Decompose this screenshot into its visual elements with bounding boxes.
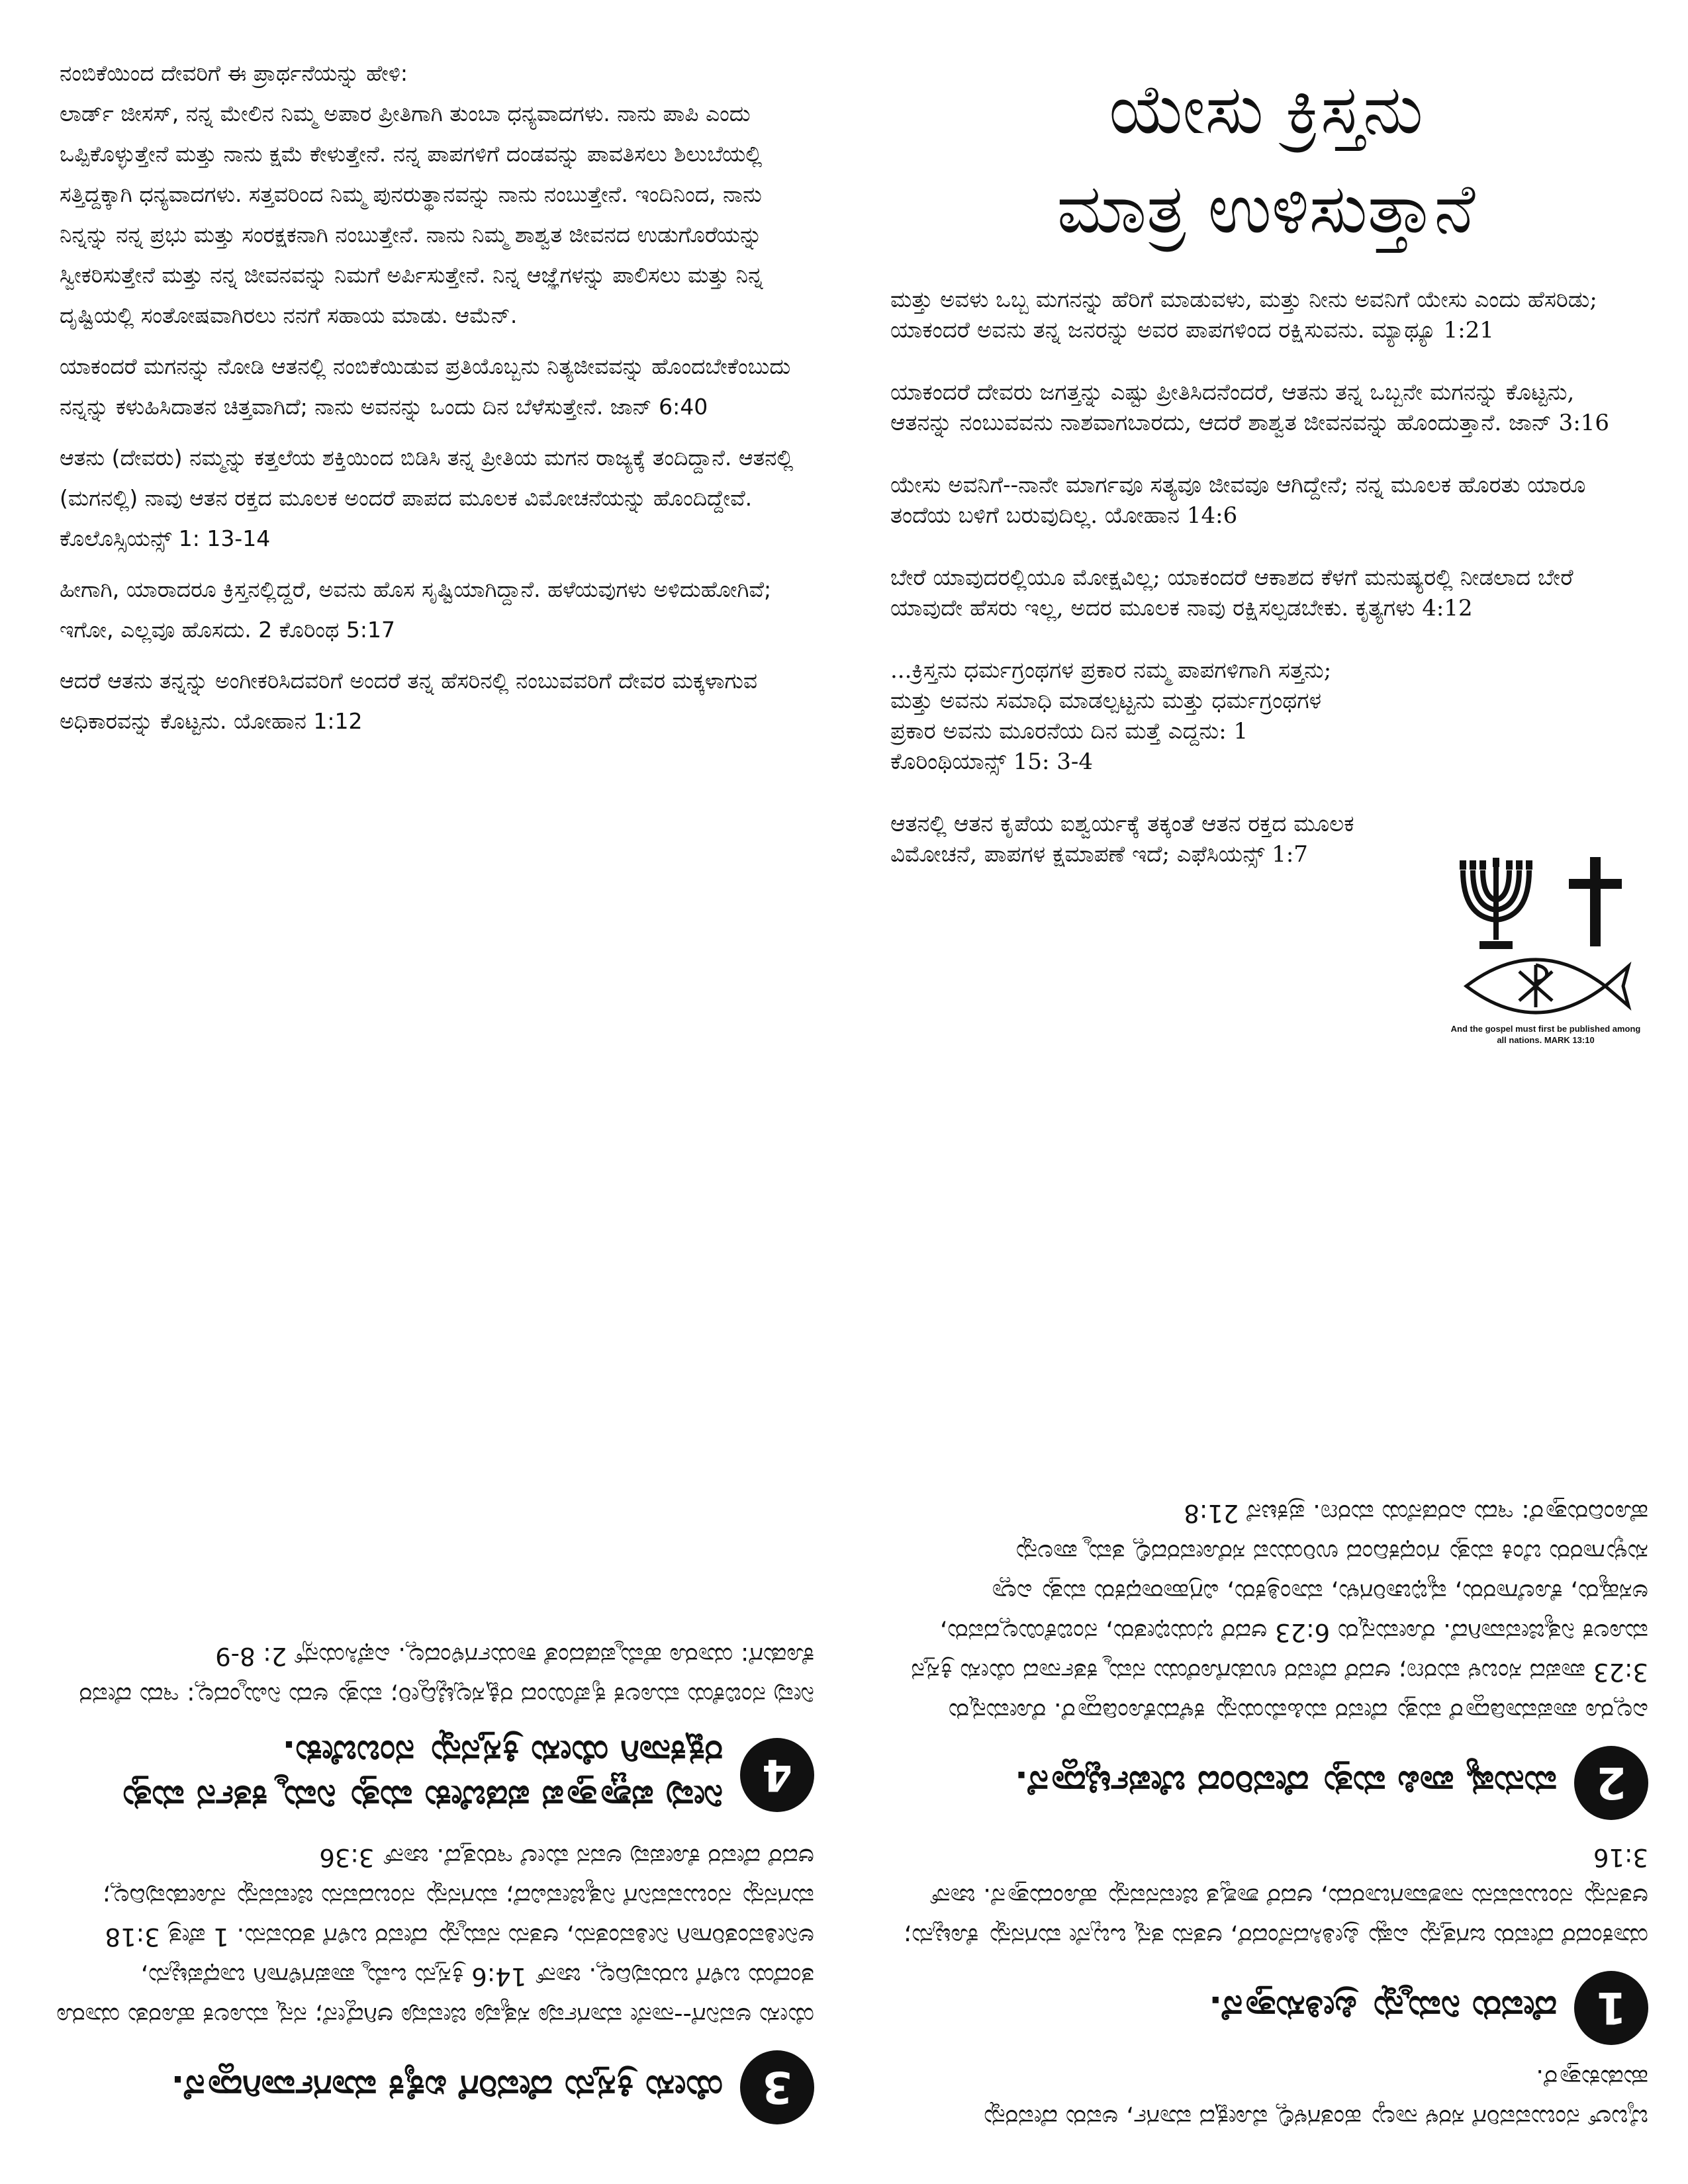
title-line-2: ಮಾತ್ರ ಉಳಿಸುತ್ತಾನೆ [1056,168,1476,249]
verse-acts-4-12: ಬೇರೆ ಯಾವುದರಲ್ಲಿಯೂ ಮೋಕ್ಷವಿಲ್ಲ; ಯಾಕಂದರೆ ಆಕಾಶದ ಕೆಳಗೆ ಮನುಷ್ಯರಲ್ಲಿ ನೀಡಲಾದ ಬೇರೆ ಯಾವುದೇ ಹೆಸರು ಇಲ್ಲ, ಅದರ ಮೂಲಕ ನಾವು ರಕ್ಷಿಸಲ್ಪಡಬೇಕು. ಕೃತ್ಯಗಳು 4:12 [890,565,1573,621]
chi-rho-fish-icon [1466,960,1628,1013]
step-3-title: ಯೇಸು ಕ್ರಿಸ್ತನು ದೇವರಿಗೆ ಏಕೈಕ ಮಾರ್ಗವಾಗಿದ್ದಾನೆ. [171,2068,723,2107]
step-1 [887,1837,1648,2045]
page-title [890,60,1642,258]
cross-icon [1569,857,1622,946]
step-3-number-badge: 3 [740,2050,814,2124]
symbol-caption: And the gospel must first be published among all nations. MARK 13:10 [1450,1024,1641,1045]
verse-john-14-6: ಯೇಸು ಅವನಿಗೆ--ನಾನೇ ಮಾರ್ಗವೂ ಸತ್ಯವೂ ಜೀವವೂ ಆಗಿದ್ದೇನೆ; ನನ್ನ ಮೂಲಕ ಹೊರತು ಯಾರೂ ತಂದೆಯ ಬಳಿಗೆ ಬರುವುದಿಲ್ಲ. ಯೋಹಾನ 14:6 [890,472,1586,529]
prayer-body: ಲಾರ್ಡ್ ಜೀಸಸ್, ನನ್ನ ಮೇಲಿನ ನಿಮ್ಮ ಅಪಾರ ಪ್ರೀತಿಗಾಗಿ ತುಂಬಾ ಧನ್ಯವಾದಗಳು. ನಾನು ಪಾಪಿ ಎಂದು ಒಪ್ಪಿಕೊಳ್ಳುತ್ತೇನೆ ಮತ್ತು ನಾನು ಕ್ಷಮೆ ಕೇಳುತ್ತೇನೆ. ನನ್ನ ಪಾಪಗಳಿಗೆ ದಂಡವನ್ನು ಪಾವತಿಸಲು ಶಿಲುಬೆಯಲ್ಲಿ ಸತ್ತಿದ್ದಕ್ಕಾಗಿ ಧನ್ಯವಾದಗಳು. ಸತ್ತವರಿಂದ ನಿಮ್ಮ ಪುನರುತ್ಥಾನವನ್ನು ನಾನು ನಂಬುತ್ತೇನೆ. ಇಂದಿನಿಂದ, ನಾನು ನಿನ್ನನ್ನು ನನ್ನ ಪ್ರಭು ಮತ್ತು ಸಂರಕ್ಷಕನಾಗಿ ನಂಬುತ್ತೇನೆ. ನಾನು ನಿಮ್ಮ ಶಾಶ್ವತ ಜೀವನದ ಉಡುಗೊರೆಯನ್ನು ಸ್ವೀಕರಿಸುತ್ತೇನೆ ಮತ್ತು ನನ್ನ ಜೀವನವನ್ನು ನಿಮಗೆ ಅರ್ಪಿಸುತ್ತೇನೆ. ನಿನ್ನ ಆಜ್ಞೆಗಳನ್ನು ಪಾಲಿಸಲು ಮತ್ತು ನಿನ್ನ ದೃಷ್ಟಿಯಲ್ಲಿ ಸಂತೋಷವಾಗಿರಲು ನನಗೆ ಸಹಾಯ ಮಾಡು. ಆಮೆನ್. [60,101,763,328]
step-2-title: ಮನುಷ್ಯ ಪಾಪಿ ಮತ್ತು ದೇವರಿಂದ ಬೇರ್ಪಟ್ಟಿದ್ದಾನೆ. [1015,1763,1557,1803]
verse-john-6-40: ಯಾಕಂದರೆ ಮಗನನ್ನು ನೋಡಿ ಆತನಲ್ಲಿ ನಂಬಿಕೆಯಿಡುವ ಪ್ರತಿಯೊಬ್ಬನು ನಿತ್ಯಜೀವವನ್ನು ಹೊಂದಬೇಕೆಂಬುದು ನನ್ನನ್ನು ಕಳುಹಿಸಿದಾತನ ಚಿತ್ತವಾಗಿದೆ; ನಾನು ಅವನನ್ನು ಒಂದು ದಿನ ಬೆಳೆಸುತ್ತೇನೆ. ಜಾನ್ 6:40 [60,353,791,420]
step-1-number-badge: 1 [1574,1971,1648,2045]
verse-ephesians-1-7: ಆತನಲ್ಲಿ ಆತನ ಕೃಪೆಯ ಐಶ್ವರ್ಯಕ್ಕೆ ತಕ್ಕಂತೆ ಆತನ ರಕ್ತದ ಮೂಲಕ ವಿಮೋಚನೆ, ಪಾಪಗಳ ಕ್ಷಮಾಪಣೆ ಇದೆ; ಎಫೆಸಿಯನ್ಸ್ 1:7 [890,811,1354,868]
step-2-body: ಎಲ್ಲರೂ ಪಾಪಮಾಡಿದ್ದಾರೆ ಮತ್ತು ದೇವರ ಮಹಿಮೆಯನ್ನು ಕಳೆದುಕೊಂಡಿದ್ದಾರೆ. ರೋಮನ್ನರು 3:23 ಪಾಪದ ಸಂಬಳ ಮರಣ; ಆದರೆ ದೇವರ ಉಡುಗೊರೆಯು ನಮ್ಮ ಕರ್ತನಾದ ಯೇಸು ಕ್ರಿಸ್ತನ ಮೂಲಕ ನಿತ್ಯಜೀವವಾಗಿದೆ. ರೋಮನ್ನರು 6:23 ಆದರೆ ಭಯಭೀತರು, ನಂಬಿಕೆಯಿಲ್ಲದವರು, ಅಸಹ್ಯರು, ಕೊಲೆಗಾರರು, ವ್ಯಭಿಚಾರಿಗಳು, ಮಾಂತ್ರಿಕರು, ವಿಗ್ರಹಾರಾಧಕರು ಮತ್ತು ಎಲ್ಲಾ ಸುಳ್ಳುಗಾರರು ಬೆಂಕಿ ಮತ್ತು ಗಂಧಕದಿಂದ ಉರಿಯುವ ಸರೋವರದಲ್ಲಿ ತಮ್ಮ ಪಾಲನ್ನು ಹೊಂದಿರುತ್ತಾರೆ: ಇದು ಎರಡನೆಯ ಮರಣ. ಪ್ರಕಟನೆ 21:8 [911,1499,1648,1726]
step-2 [887,1493,1648,1820]
title-line-1: ಯೇಸು ಕ್ರಿಸ್ತನು [1109,69,1423,150]
steps-panel-3-4 [53,1125,814,2138]
step-1-title: ದೇವರು ನಿಮ್ಮನ್ನು ಪ್ರೀತಿಸುತ್ತಾನೆ. [1209,1988,1557,2028]
cover-panel [890,53,1642,1059]
symbols-graphic [1450,854,1642,1019]
steps-intro: ಬೈಬಲ್ ನಂಬುವವರಿಗೆ ಸರಳ ನಾಲ್ಕು ಹಂತಗಳಲ್ಲಿ ಮೋಕ್ಷದ ಮಾರ್ಗ, ಅವರು ದೇವರನ್ನು ಹುಡುಕುತ್ತಾರೆ. [980,2064,1648,2132]
verse-colossians-1-13: ಆತನು (ದೇವರು) ನಮ್ಮನ್ನು ಕತ್ತಲೆಯ ಶಕ್ತಿಯಿಂದ ಬಿಡಿಸಿ ತನ್ನ ಪ್ರೀತಿಯ ಮಗನ ರಾಜ್ಯಕ್ಕೆ ತಂದಿದ್ದಾನೆ. ಆತನಲ್ಲಿ (ಮಗನಲ್ಲಿ) ನಾವು ಆತನ ರಕ್ತದ ಮೂಲಕ ಅಂದರೆ ಪಾಪದ ಮೂಲಕ ವಿಮೋಚನೆಯನ್ನು ಹೊಂದಿದ್ದೇವೆ. ಕೊಲೊಸ್ಸಿಯನ್ಸ್ 1: 13-14 [60,445,794,551]
steps-panel-1-2 [887,1125,1648,2138]
prayer-intro: ನಂಬಿಕೆಯಿಂದ ದೇವರಿಗೆ ಈ ಪ್ರಾರ್ಥನೆಯನ್ನು ಹೇಳಿ: [60,60,408,86]
step-3 [53,1837,814,2124]
step-2-number-badge: 2 [1574,1746,1648,1820]
step-4 [53,1636,814,1820]
verse-john-1-12: ಆದರೆ ಆತನು ತನ್ನನ್ನು ಅಂಗೀಕರಿಸಿದವರಿಗೆ ಅಂದರೆ ತನ್ನ ಹೆಸರಿನಲ್ಲಿ ನಂಬುವವರಿಗೆ ದೇವರ ಮಕ್ಕಳಾಗುವ ಅಧಿಕಾರವನ್ನು ಕೊಟ್ಟನು. ಯೋಹಾನ 1:12 [60,668,758,734]
step-4-number-badge: 4 [740,1738,814,1812]
prayer-panel [60,53,801,1059]
step-4-title: ನೀವು ಪಶ್ಚಾತ್ತಾಪ ಪಡಬೇಕು ಮತ್ತು ನಿಮ್ಮ ಕರ್ತನ ಮತ್ತು ರಕ್ಷಕನಾಗಿ ಯೇಸು ಕ್ರಿಸ್ತನನ್ನು ನಂಬಬೇಕು. [119,1733,723,1817]
step-3-body: ಯೇಸು ಅವನಿಗೆ--ನಾನೇ ಮಾರ್ಗವೂ ಸತ್ಯವೂ ಜೀವವೂ ಆಗಿದ್ದೇನೆ; ನನ್ನ ಮೂಲಕ ಹೊರತು ಯಾರೂ ತಂದೆಯ ಬಳಿಗೆ ಬರುವುದಿಲ್ಲ. ಜಾನ್ 14:6 ಕ್ರಿಸ್ತನು ಒಮ್ಮೆ ಪಾಪಗಳಿಗಾಗಿ ಬಾಧೆಪಟ್ಟನು, ಅನೀತಿವಂತರಿಗಾಗಿ ನೀತಿವಂತನು, ಆತನು ನಮ್ಮನ್ನು ದೇವರ ಬಳಿಗೆ ತರುವನು. 1 ಪೇತ್ರ 3:18 ಮಗನನ್ನು ನಂಬುವವನಿಗೆ ನಿತ್ಯಜೀವವಿದೆ; ಮಗನನ್ನು ನಂಬದವನು ಜೀವವನ್ನು ನೋಡುವುದಿಲ್ಲ; ಆದರೆ ದೇವರ ಕೋಪವು ಅವನ ಮೇಲೆ ಇರುತ್ತದೆ. ಜಾನ್ 3:36 [56,1843,814,2030]
verse-1-corinthians-15-3: ...ಕ್ರಿಸ್ತನು ಧರ್ಮಗ್ರಂಥಗಳ ಪ್ರಕಾರ ನಮ್ಮ ಪಾಪಗಳಿಗಾಗಿ ಸತ್ತನು; ಮತ್ತು ಅವನು ಸಮಾಧಿ ಮಾಡಲ್ಪಟ್ಟನು ಮತ್ತು ಧರ್ಮಗ್ರಂಥಗಳ ಪ್ರಕಾರ ಅವನು ಮೂರನೆಯ ದಿನ ಮತ್ತೆ ಎದ್ದನು: 1 ಕೊರಿಂಥಿಯಾನ್ಸ್ 15: 3-4 [890,657,1332,775]
step-1-body: ಯಾಕಂದರೆ ದೇವರು ಜಗತ್ತನ್ನು ಎಷ್ಟು ಪ್ರೀತಿಸಿದನೆಂದರೆ, ಆತನು ತನ್ನ ಒಬ್ಬನೇ ಮಗನನ್ನು ಕೊಟ್ಟನು; ಆತನನ್ನು ನಂಬುವವನು ನಾಶವಾಗಬಾರದು, ಆದರೆ ಶಾಶ್ವತ ಜೀವನವನ್ನು ಹೊಂದುತ್ತಾನೆ. ಜಾನ್ 3:16 [903,1843,1648,1951]
symbols-group [1450,854,1642,1059]
menorah-icon [1463,867,1529,945]
verse-matthew-1-21: ಮತ್ತು ಅವಳು ಒಬ್ಬ ಮಗನನ್ನು ಹೆರಿಗೆ ಮಾಡುವಳು, ಮತ್ತು ನೀನು ಅವನಿಗೆ ಯೇಸು ಎಂದು ಹೆಸರಿಡು; ಯಾಕಂದರೆ ಅವನು ತನ್ನ ಜನರನ್ನು ಅವರ ಪಾಪಗಳಿಂದ ರಕ್ಷಿಸುವನು. ಮ್ಯಾಥ್ಯೂ 1:21 [890,287,1597,343]
verse-2-corinthians-5-17: ಹೀಗಾಗಿ, ಯಾರಾದರೂ ಕ್ರಿಸ್ತನಲ್ಲಿದ್ದರೆ, ಅವನು ಹೊಸ ಸೃಷ್ಟಿಯಾಗಿದ್ದಾನೆ. ಹಳೆಯವುಗಳು ಅಳಿದುಹೋಗಿವೆ; ಇಗೋ, ಎಲ್ಲವೂ ಹೊಸದು. 2 ಕೊರಿಂಥ 5:17 [60,576,772,643]
step-4-body: ನೀವು ನಂಬಿಕೆಯ ಮೂಲಕ ಕೃಪೆಯಿಂದ ರಕ್ಷಿಸಲ್ಪಟ್ಟಿದ್ದೀರಿ; ಮತ್ತು ಅದು ನಿಮ್ಮಿಂದಲ್ಲ: ಇದು ದೇವರ ಕೊಡುಗೆ: ಯಾರೂ ಹೆಮ್ಮೆಪಡದಂತೆ ಕಾರ್ಯಗಳಿಂದಲ್ಲ. ಎಫೆಸಿಯನ್ಸ್ 2: 8-9 [79,1642,814,1710]
verse-john-3-16: ಯಾಕಂದರೆ ದೇವರು ಜಗತ್ತನ್ನು ಎಷ್ಟು ಪ್ರೀತಿಸಿದನೆಂದರೆ, ಆತನು ತನ್ನ ಒಬ್ಬನೇ ಮಗನನ್ನು ಕೊಟ್ಟನು, ಆತನನ್ನು ನಂಬುವವನು ನಾಶವಾಗಬಾರದು, ಆದರೆ ಶಾಶ್ವತ ಜೀವನವನ್ನು ಹೊಂದುತ್ತಾನೆ. ಜಾನ್ 3:16 [890,379,1610,436]
